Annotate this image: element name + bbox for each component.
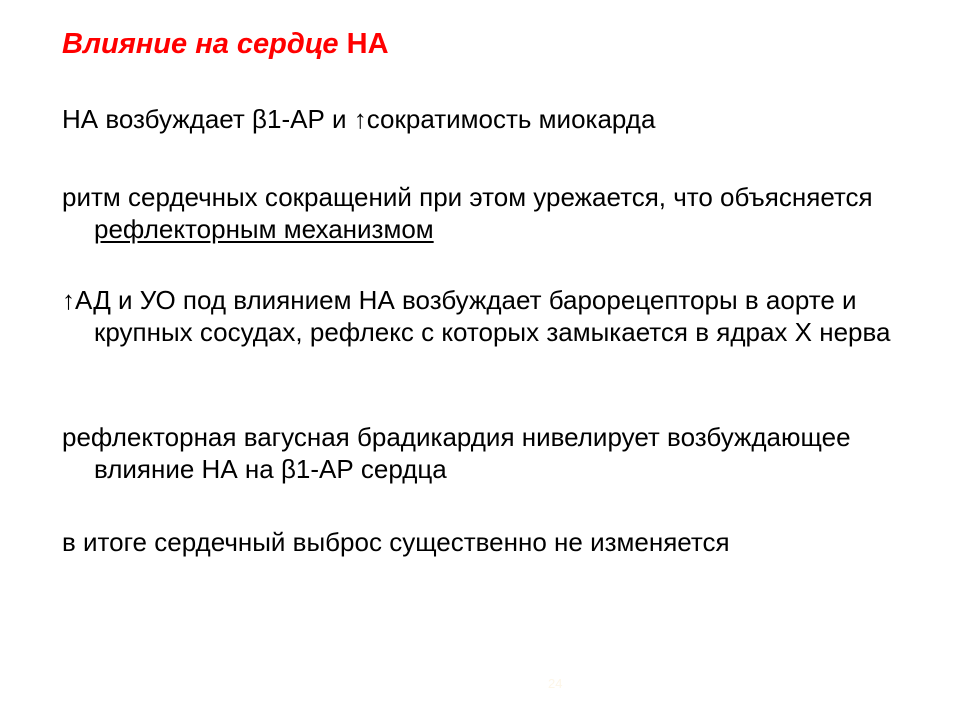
- paragraph-2-text: ритм сердечных сокращений при этом урежается, что объясняется: [62, 182, 873, 212]
- paragraph-4: рефлекторная вагусная брадикардия нивелирует возбуждающее влияние НА на β1-АР сердца: [62, 422, 851, 484]
- slide-title-abbreviation: НА: [346, 28, 389, 60]
- page-number: 24: [548, 676, 563, 691]
- paragraph-2-underlined-term: рефлекторным механизмом: [94, 214, 434, 244]
- paragraph-3: ↑АД и УО под влиянием НА возбуждает барорецепторы в аорте и крупных сосудах, рефлекс с которых замыкается в ядрах Х нерва: [62, 285, 891, 347]
- paragraph-1: НА возбуждает β1-АР и ↑сократимость миокарда: [62, 104, 656, 134]
- slide-title: [62, 24, 389, 64]
- paragraph-5: в итоге сердечный выброс существенно не изменяется: [62, 527, 730, 557]
- slide-title-italic: Влияние на сердце: [62, 28, 339, 60]
- paragraph-2: [62, 181, 954, 245]
